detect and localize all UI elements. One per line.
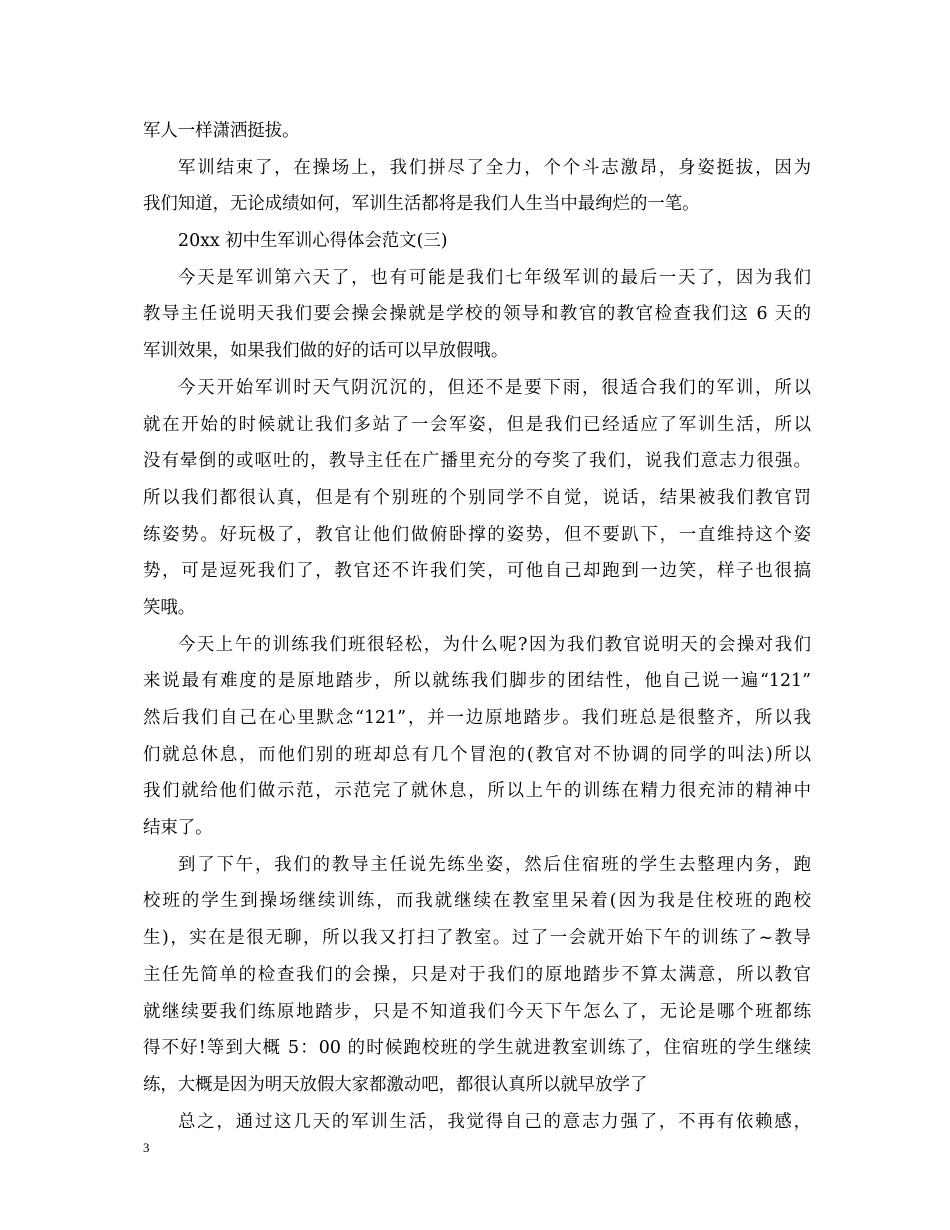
text-line: 没有晕倒的或呕吐的，教导主任在广播里充分的夸奖了我们，说我们意志力很强。: [143, 451, 811, 472]
text-line: 20xx 初中生军训心得体会范文(三): [178, 231, 448, 252]
text-line: 生)，实在是很无聊，所以我又打扫了教室。过了一会就开始下午的训练了~教导: [143, 928, 811, 949]
text-line: 今天是军训第六天了，也有可能是我们七年级军训的最后一天了，因为我们: [178, 267, 811, 288]
text-line: 势，可是逗死我们了，教官还不许我们笑，可他自己却跑到一边笑，样子也很搞: [143, 561, 811, 582]
text-line: 们就总休息，而他们别的班却总有几个冒泡的(教官对不协调的同学的叫法)所以: [143, 744, 811, 765]
text-line: 来说最有难度的是原地踏步，所以就练我们脚步的团结性，他自己说一遍“121”: [143, 671, 811, 692]
text-line: 军人一样潇洒挺拔。: [143, 121, 300, 141]
text-line: 教导主任说明天我们要会操会操就是学校的领导和教官的教官检查我们这 6 天的: [143, 304, 811, 325]
text-line: 军训效果，如果我们做的好的话可以早放假哦。: [143, 341, 509, 362]
text-line: 我们知道，无论成绩如何，军训生活都将是我们人生当中最绚烂的一笔。: [143, 194, 700, 215]
text-line: 所以我们都很认真，但是有个别班的个别同学不自觉，说话，结果被我们教官罚: [143, 487, 811, 508]
text-line: 军训结束了，在操场上，我们拼尽了全力，个个斗志激昂，身姿挺拔，因为: [178, 157, 811, 178]
text-line: 就继续要我们练原地踏步，只是不知道我们今天下午怎么了，无论是哪个班都练: [143, 1001, 811, 1022]
text-line: 到了下午，我们的教导主任说先练坐姿，然后住宿班的学生去整理内务，跑: [178, 854, 811, 875]
text-line: 笑哦。: [143, 597, 196, 618]
text-line: 主任先简单的检查我们的会操，只是对于我们的原地踏步不算太满意，所以教官: [143, 964, 811, 985]
text-line: 校班的学生到操场继续训练，而我就继续在教室里呆着(因为我是住校班的跑校: [143, 891, 811, 912]
text-line: 练，大概是因为明天放假大家都激动吧，都很认真所以就早放学了: [143, 1074, 648, 1095]
text-line: 就在开始的时候就让我们多站了一会军姿，但是我们已经适应了军训生活，所以: [143, 414, 811, 435]
text-line: 练姿势。好玩极了，教官让他们做俯卧撑的姿势，但不要趴下，一直维持这个姿: [143, 524, 811, 545]
text-line: 今天上午的训练我们班很轻松，为什么呢?因为我们教官说明天的会操对我们: [178, 634, 811, 655]
text-line: 得不好!等到大概 5：00 的时候跑校班的学生就进教室训练了，住宿班的学生继续: [143, 1038, 811, 1059]
text-line: 总之，通过这几天的军训生活，我觉得自己的意志力强了，不再有依赖感，: [178, 1111, 811, 1132]
text-line: 然后我们自己在心里默念“121”，并一边原地踏步。我们班总是很整齐，所以我: [143, 708, 811, 728]
text-line: 结束了。: [143, 818, 213, 839]
text-line: 我们就给他们做示范，示范完了就休息，所以上午的训练在精力很充沛的精神中: [143, 781, 811, 802]
document-body: [143, 113, 811, 1140]
page-number: 3: [143, 1140, 150, 1155]
text-line: 今天开始军训时天气阴沉沉的，但还不是要下雨，很适合我们的军训，所以: [178, 377, 811, 398]
